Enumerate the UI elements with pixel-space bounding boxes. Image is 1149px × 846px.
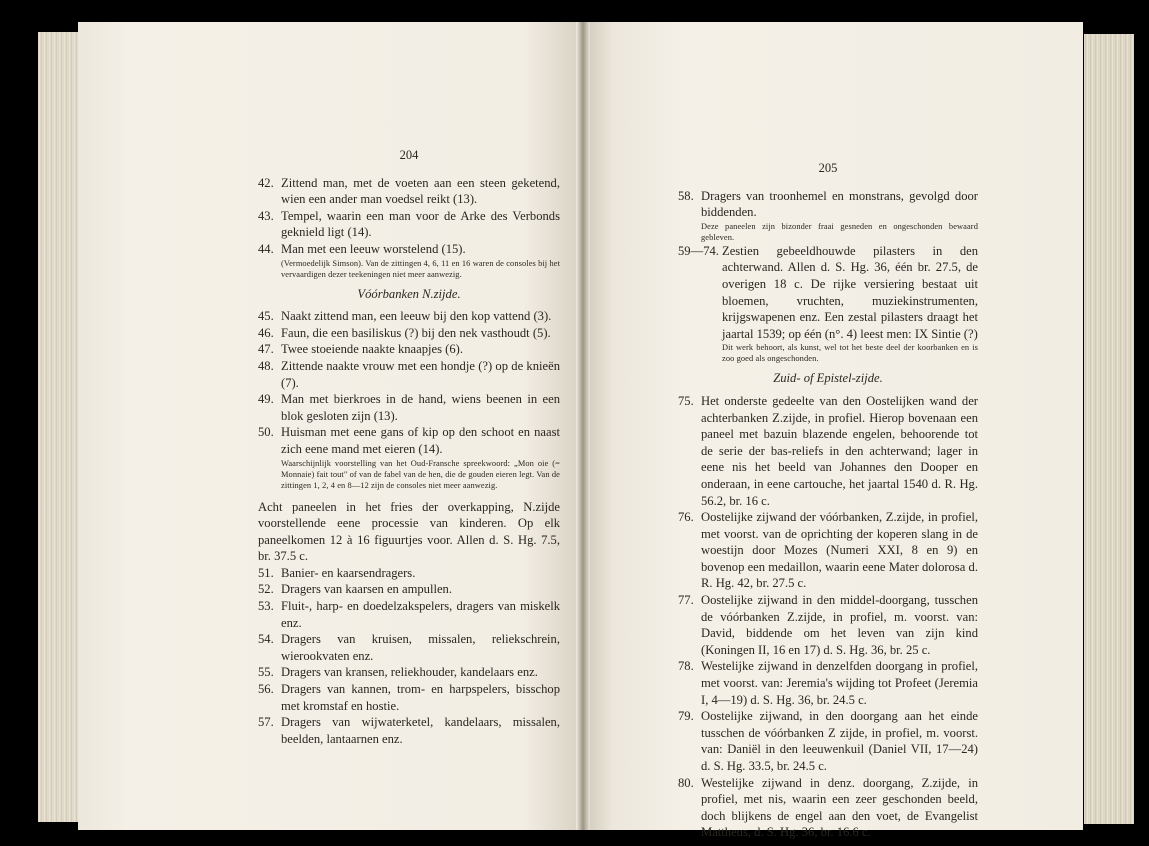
- entry-text: Dragers van wijwaterketel, kandelaars, missalen, beelden, lantaarnen enz.: [281, 715, 560, 746]
- entry-number: 51.: [258, 565, 274, 580]
- list-item: [258, 175, 560, 208]
- entry-number: 59—74.: [678, 243, 719, 258]
- list-item: [678, 658, 978, 708]
- entry-text: Het onderste gedeelte van den Oostelijken wand der achterbanken Z.zijde, in profiel. Hierop bovenaan een paneel met bazuin blazende engelen, behoorende tot de serie der bas-reliefs in den achterwand; lager in eene nis het beeld van Johannes den Dooper en onderaan, in eene cartouche, het jaartal 1540 d. R. Hg. 56.2, br. 16 c.: [701, 393, 978, 508]
- list-item: [258, 358, 560, 391]
- list-item: [258, 241, 560, 280]
- page-number: 205: [818, 161, 838, 175]
- entry-number: 55.: [258, 665, 274, 680]
- entry-number: 78.: [678, 659, 694, 674]
- list-item: [258, 341, 560, 358]
- entry-number: 75.: [678, 393, 694, 408]
- list-item: [258, 391, 560, 424]
- list-item: [258, 631, 560, 664]
- right-page-text: [678, 160, 978, 841]
- entry-text: Naakt zittend man, een leeuw bij den kop vattend (3).: [281, 309, 552, 324]
- entry-text: Westelijke zijwand in denzelfden doorgang in profiel, met voorst. van: Jeremia's wijding tot Profeet (Jeremia I, 4—19) d. S. Hg. 36, br. 24.5 c.: [701, 659, 978, 707]
- entry-number: 76.: [678, 510, 694, 525]
- entry-number: 45.: [258, 309, 274, 324]
- entry-number: 46.: [258, 325, 274, 340]
- list-item: [258, 208, 560, 241]
- entry-text: Twee stoeiende naakte knaapjes (6).: [281, 342, 463, 357]
- entry-text: Dragers van kaarsen en ampullen.: [281, 582, 452, 597]
- list-item: [678, 509, 978, 592]
- footnote: (Vermoedelijk Simson). Van de zittingen 4, 6, 11 en 16 waren de consoles bij het vervaardigen dezer teekeningen niet meer aanwezig.: [281, 258, 560, 279]
- entry-number: 50.: [258, 425, 274, 440]
- entry-number: 49.: [258, 392, 274, 407]
- entry-text: Huisman met eene gans of kip op den schoot en naast zich eene mand met eieren (14).: [281, 425, 560, 456]
- entry-number: 53.: [258, 599, 274, 614]
- left-page: [78, 22, 583, 830]
- entry-text: Oostelijke zijwand in den middel-doorgang, tusschen de vóórbanken Z.zijde, in profiel, m. voorst. van: David, biddende om het leven van zijn kind (Koningen II, 16 en 17) d. S. Hg. 36, br. 25 c.: [701, 593, 978, 657]
- list-item: [678, 243, 978, 365]
- entry-number: 47.: [258, 342, 274, 357]
- entry-number: 42.: [258, 175, 274, 190]
- footnote: Dit werk behoort, als kunst, wel tot het beste deel der koorbanken en is zoo goed als ongeschonden.: [722, 343, 978, 364]
- open-book: [38, 22, 1134, 840]
- list-item: [258, 424, 560, 490]
- entry-text: Zittende naakte vrouw met een hondje (?) op de knieën (7).: [281, 358, 560, 390]
- entry-number: 54.: [258, 632, 274, 647]
- entry-number: 77.: [678, 593, 694, 608]
- entry-number: 56.: [258, 682, 274, 697]
- book-gutter: [576, 22, 590, 830]
- page-edges-left: [38, 32, 80, 822]
- list-item: [258, 714, 560, 747]
- paragraph: Acht paneelen in het fries der overkapping, N.zijde voorstellende eene processie van kinderen. Op elk paneelkomen 12 à 16 figuurtjes voor. Allen d. S. Hg. 7.5, br. 37.5 c.: [258, 499, 560, 564]
- entry-text: Zestien gebeeldhouwde pilasters in den achterwand. Allen d. S. Hg. 36, één br. 27.5, de overigen 18 c. De rijke versiering bestaat uit bloemen, vruchten, muziekinstrumenten, krijgswapenen enz. Een zestal pilasters draagt het jaartal 1539; op één (n°. 4) leest men: IX Sintie (?): [722, 243, 978, 341]
- list-item: [258, 565, 560, 582]
- entry-text: Man met een leeuw worstelend (15).: [281, 241, 466, 256]
- list-item: [678, 393, 978, 509]
- list-item: [258, 681, 560, 714]
- right-page: [583, 22, 1083, 840]
- entry-text: Man met bierkroes in de hand, wiens beenen in een blok gesloten zijn (13).: [281, 392, 560, 423]
- entry-text: Banier- en kaarsendragers.: [281, 565, 416, 580]
- list-item: [258, 325, 560, 342]
- list-item: [258, 598, 560, 631]
- footnote: Deze paneelen zijn bizonder fraai gesneden en ongeschonden bewaard gebleven.: [701, 221, 978, 242]
- entry-text: Faun, die een basiliskus (?) bij den nek vasthoudt (5).: [281, 325, 551, 340]
- list-item: [258, 664, 560, 681]
- entry-number: 57.: [258, 715, 274, 730]
- list-item: [678, 708, 978, 774]
- entry-text: Westelijke zijwand in denz. doorgang, Z.zijde, in profiel, met nis, waarin een zeer geschonden beeld, doch blijkens de engel aan den voet, de Evangelist Mattheus, d. S. Hg. 36, br. 16.6 c.: [701, 775, 978, 840]
- entry-text: Fluit-, harp- en doedelzakspelers, dragers van miskelk enz.: [281, 599, 560, 630]
- entry-text: Dragers van troonhemel en monstrans, gevolgd door biddenden.: [701, 188, 978, 220]
- entry-text: Dragers van kransen, reliekhouder, kandelaars enz.: [281, 665, 538, 680]
- entry-text: Dragers van kruisen, missalen, reliekschrein, wierookvaten enz.: [281, 632, 560, 663]
- entry-text: Dragers van kannen, trom- en harpspelers, bisschop met kromstaf en hostie.: [281, 682, 560, 713]
- entry-number: 79.: [678, 709, 694, 724]
- left-page-text: [258, 147, 560, 747]
- page-number: 204: [399, 148, 419, 162]
- entry-number: 43.: [258, 208, 274, 223]
- entry-number: 80.: [678, 775, 694, 790]
- section-heading: Vóórbanken N.zijde.: [357, 286, 461, 301]
- list-item: [258, 308, 560, 325]
- list-item: [258, 581, 560, 598]
- entry-text: Oostelijke zijwand, in den doorgang aan het einde tusschen de vóórbanken Z zijde, in profiel, m. voorst. van: Daniël in den leeuwenkuil (Daniel VII, 17—24) d. S. Hg. 33.5, br. 24.5 c.: [701, 709, 978, 773]
- entry-number: 58.: [678, 188, 694, 203]
- page-edges-right: [1084, 34, 1134, 824]
- footnote: Waarschijnlijk voorstelling van het Oud-Fransche spreekwoord: „Mon oie (= Monnaie) fait tout" of van de fabel van de hen, die de gouden eieren legt. Van de zittingen 1, 2, 4 en 8—12 zijn de consoles niet meer aanwezig.: [281, 458, 560, 490]
- entry-number: 44.: [258, 241, 274, 256]
- entry-text: Zittend man, met de voeten aan een steen geketend, wien een ander man voedsel reikt (13).: [281, 175, 560, 207]
- entry-text: Oostelijke zijwand der vóórbanken, Z.zijde, in profiel, met voorst. van de oprichting der koperen slang in de woestijn door Mozes (Numeri XXI, 8 en 9) en bovenop een medaillon, waarin eene Mater dolorosa d. R. Hg. 42, br. 27.5 c.: [701, 510, 978, 591]
- entry-number: 52.: [258, 582, 274, 597]
- section-heading: Zuid- of Epistel-zijde.: [773, 371, 883, 386]
- list-item: [678, 592, 978, 658]
- entry-number: 48.: [258, 358, 274, 373]
- entry-text: Tempel, waarin een man voor de Arke des Verbonds geknield ligt (14).: [281, 208, 560, 240]
- list-item: [678, 775, 978, 841]
- list-item: [678, 188, 978, 243]
